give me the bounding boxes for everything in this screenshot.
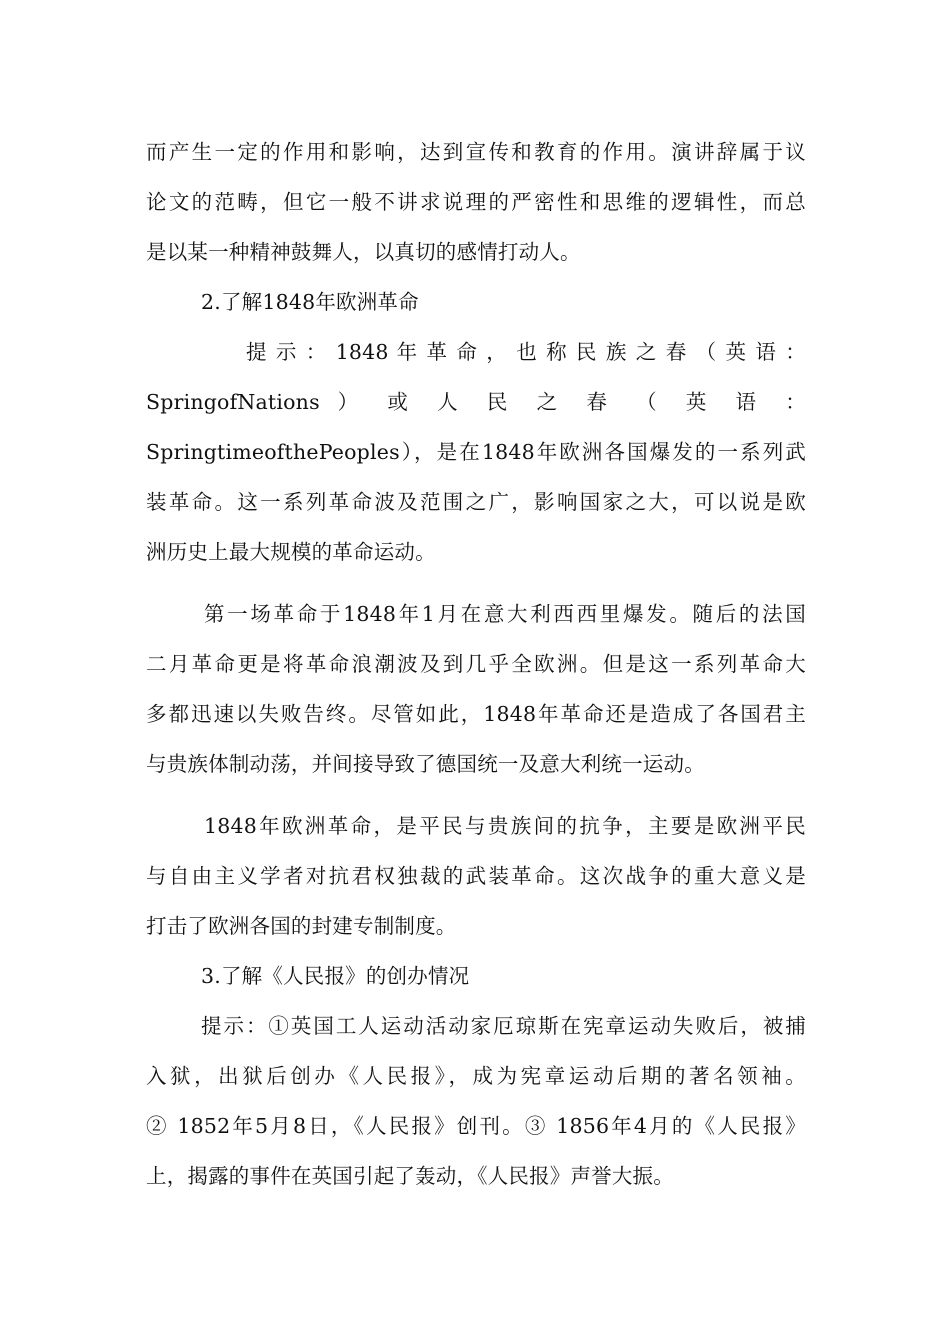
paragraph-line: 二月革命更是将革命浪潮波及到几乎全欧洲。但是这一系列革命大	[146, 652, 806, 676]
paragraph-line: 入狱，出狱后创办《人民报》，成为宪章运动后期的著名领袖。	[146, 1064, 806, 1088]
paragraph-line: 上，揭露的事件在英国引起了轰动，《人民报》声誉大振。	[146, 1164, 674, 1188]
paragraph-line: 打击了欧洲各国的封建专制制度。	[146, 914, 457, 938]
document-body	[146, 127, 806, 1201]
paragraph-line: 提示：①英国工人运动活动家厄琼斯在宪章运动失败后，被捕	[201, 1014, 806, 1038]
paragraph-line: SpringofNations ） 或 人 民 之 春 （ 英 语 ：	[146, 390, 806, 414]
paragraph-line: 与贵族体制动荡，并间接导致了德国统一及意大利统一运动。	[146, 752, 705, 776]
paragraph-line: ② 1852年5月8日，《人民报》创刊。③ 1856年4月的《人民报》	[146, 1114, 806, 1138]
paragraph-line: 是以某一种精神鼓舞人，以真切的感情打动人。	[146, 240, 581, 264]
paragraph-line: 提 示 ： 1848 年 革 命 ， 也 称 民 族 之 春 （ 英 语 ：	[246, 340, 806, 364]
paragraph-line: 与自由主义学者对抗君权独裁的武装革命。这次战争的重大意义是	[146, 864, 806, 888]
paragraph-line: 论文的范畴，但它一般不讲求说理的严密性和思维的逻辑性，而总	[146, 190, 806, 214]
paragraph-line: 多都迅速以失败告终。尽管如此，1848年革命还是造成了各国君主	[146, 702, 806, 726]
paragraph-line: SpringtimeofthePeoples），是在1848年欧洲各国爆发的一系列武	[146, 440, 806, 464]
paragraph-line: 装革命。这一系列革命波及范围之广，影响国家之大，可以说是欧	[146, 490, 806, 514]
paragraph-line: 第一场革命于1848年1月在意大利西西里爆发。随后的法国	[204, 602, 806, 626]
paragraph-line: 而产生一定的作用和影响，达到宣传和教育的作用。演讲辞属于议	[146, 140, 806, 164]
section-heading: 2.了解1848年欧洲革命	[201, 290, 419, 314]
paragraph-line: 洲历史上最大规模的革命运动。	[146, 540, 436, 564]
paragraph-line: 1848年欧洲革命，是平民与贵族间的抗争，主要是欧洲平民	[204, 814, 806, 838]
section-heading: 3.了解《人民报》的创办情况	[201, 964, 470, 988]
